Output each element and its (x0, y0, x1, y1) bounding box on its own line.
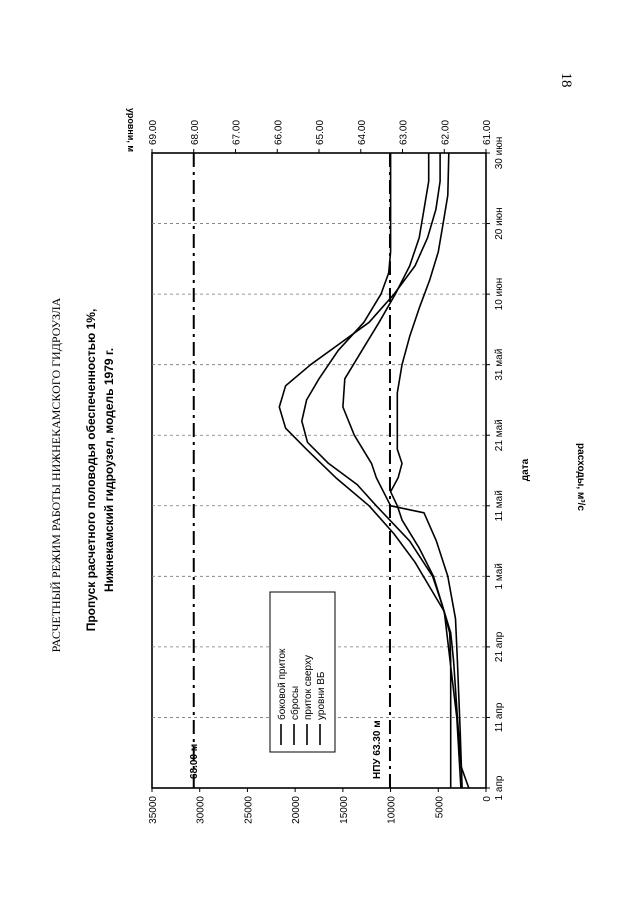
annotation-npu: НПУ 63.30 м (372, 720, 383, 779)
y-left-tick-label: 35000 (148, 796, 159, 824)
x-tick-label: 1 май (494, 563, 505, 590)
y-right-axis-label: уровни, м (126, 107, 136, 153)
y-right-tick-label: 65.00 (315, 119, 326, 145)
y-left-tick-label: 30000 (195, 796, 207, 824)
legend (270, 592, 335, 752)
y-right-tick-label: 67.00 (231, 119, 243, 145)
legend-label: приток сверху (303, 655, 314, 720)
page-number: 18 (558, 72, 574, 88)
x-tick-label: 11 апр (494, 702, 505, 733)
y-left-tick-label: 0 (482, 796, 493, 802)
x-tick-label: 20 июн (494, 207, 505, 240)
y-right-tick-label: 69.00 (148, 119, 159, 145)
y-left-axis-label: расходы, м³/с (575, 443, 586, 511)
y-left-tick-label: 20000 (291, 796, 303, 824)
y-left-tick-label: 25000 (243, 796, 255, 824)
y-right-tick-label: 68.00 (189, 119, 201, 145)
y-right-tick-label: 64.00 (356, 119, 368, 145)
x-tick-label: 10 июн (494, 277, 505, 311)
annotation-68m: 68.00 м (189, 743, 200, 779)
y-left-tick-label: 5000 (434, 796, 446, 819)
x-tick-label: 31 май (494, 348, 505, 381)
legend-label: уровни ВБ (316, 671, 327, 720)
x-tick-label: 30 июн (494, 136, 505, 170)
y-right-tick-label: 66.00 (273, 119, 285, 145)
chart-title-line1: Пропуск расчетного половодья обеспеченностью 1%, (84, 308, 98, 632)
y-right-tick-label: 63.00 (398, 119, 410, 145)
y-right-tick-label: 61.00 (482, 119, 493, 145)
x-tick-label: 11 май (494, 490, 505, 522)
x-tick-label: 21 май (494, 419, 505, 452)
series-line-2 (391, 153, 451, 788)
page-header: РАСЧЕТНЫЙ РЕЖИМ РАБОТЫ НИЖНЕКАМСКОГО ГИДРОУЗЛА (49, 297, 63, 653)
chart-title-line2: Нижнекамский гидроузел, модель 1979 г. (102, 347, 116, 593)
series-line-1 (343, 153, 462, 788)
y-right-tick-label: 62.00 (440, 119, 452, 145)
legend-label: боковой приток (277, 648, 288, 720)
y-left-tick-label: 15000 (338, 796, 350, 824)
x-tick-label: 21 апр (494, 631, 505, 663)
legend-label: сбросы (290, 685, 301, 720)
x-tick-label: 1 апр (494, 775, 505, 801)
y-left-tick-label: 10000 (386, 796, 398, 824)
x-axis-label: дата (520, 458, 531, 482)
